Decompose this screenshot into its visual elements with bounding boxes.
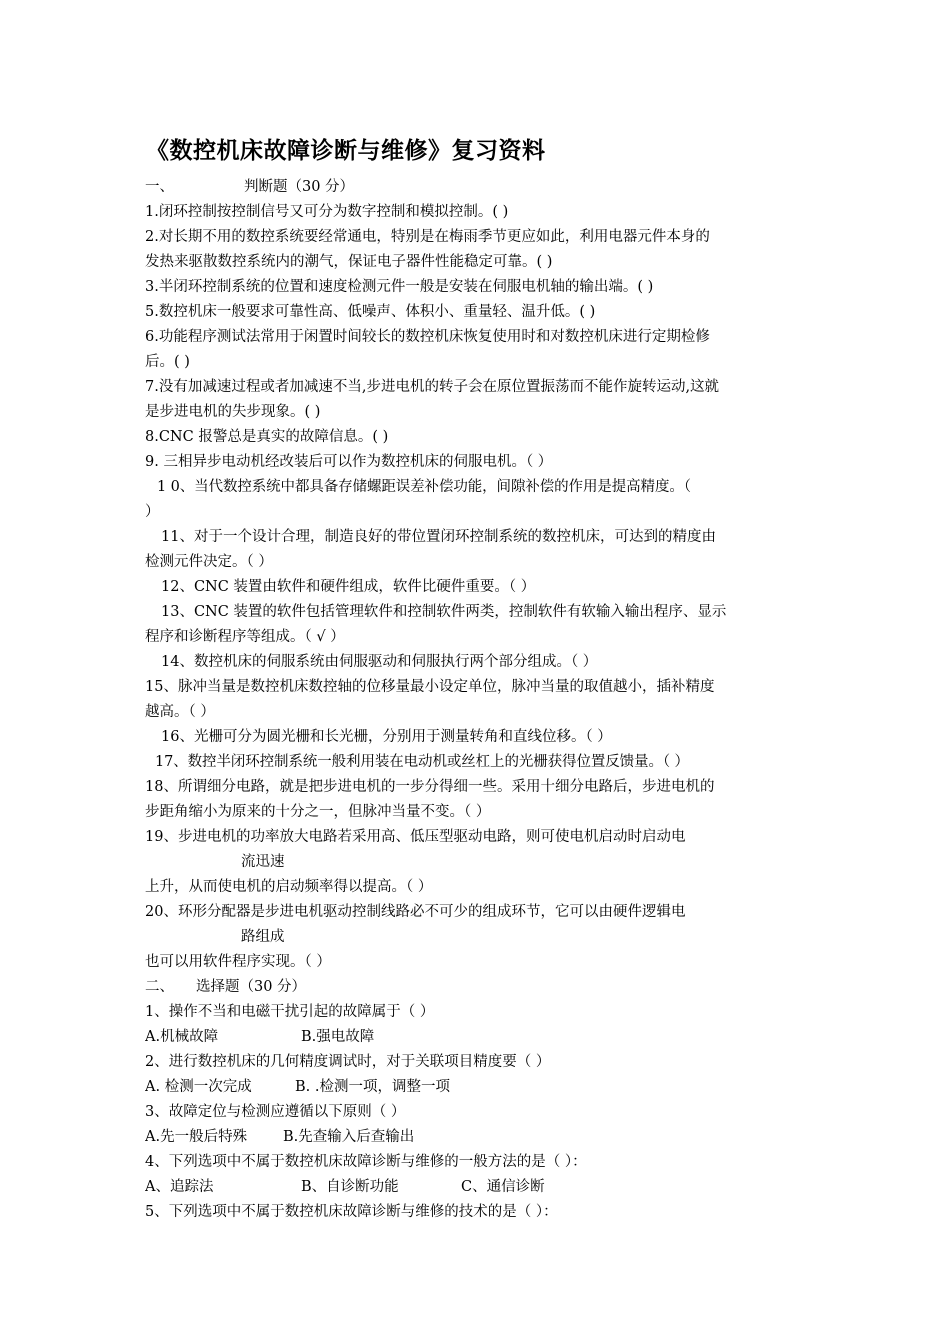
choice-options-4 — [145, 1175, 807, 1200]
choice-options-2 — [145, 1075, 807, 1100]
choice-question-3: 3、故障定位与检测应遵循以下原则（ ） — [145, 1104, 406, 1120]
section-number: 二、 — [145, 979, 174, 995]
question-line: 14、数控机床的伺服系统由伺服驱动和伺服执行两个部分组成。（ ） — [161, 654, 598, 670]
question-line: 8.CNC 报警总是真实的故障信息。( ) — [145, 429, 389, 445]
question-line: 3.半闭环控制系统的位置和速度检测元件一般是安装在伺服电机轴的输出端。( ) — [145, 279, 654, 295]
option-a: A.先一般后特殊 — [145, 1129, 248, 1145]
choice-options-3 — [145, 1125, 807, 1150]
section-title: 选择题（30 分） — [196, 979, 307, 995]
question-line: 19、步进电机的功率放大电路若采用高、低压型驱动电路，则可使电机启动时启动电 — [145, 829, 686, 845]
question-line: 1 0、当代数控系统中都具备存储螺距误差补偿功能，间隙补偿的作用是提高精度。（ — [157, 479, 691, 495]
question-line: 15、脉冲当量是数控机床数控轴的位移量最小设定单位，脉冲当量的取值越小，插补精度 — [145, 679, 715, 695]
choice-options-1 — [145, 1025, 807, 1050]
question-line: 检测元件决定。（ ） — [145, 554, 273, 570]
choice-question-2: 2、进行数控机床的几何精度调试时，对于关联项目精度要（ ） — [145, 1054, 551, 1070]
section-heading-choice — [145, 975, 807, 1000]
section-heading-judgement — [145, 175, 807, 200]
question-line: 程序和诊断程序等组成。（ √ ） — [145, 629, 345, 645]
choice-question-5: 5、下列选项中不属于数控机床故障诊断与维修的技术的是（ ）： — [145, 1204, 558, 1220]
question-line: 18、所谓细分电路，就是把步进电机的一步分得细一些。采用十细分电路后，步进电机的 — [145, 779, 715, 795]
question-line: 6.功能程序测试法常用于闲置时间较长的数控机床恢复使用时和对数控机床进行定期检修 — [145, 329, 710, 345]
option-b: B.先查输入后查输出 — [283, 1129, 415, 1145]
option-a: A.机械故障 — [145, 1029, 219, 1045]
question-line: 16、光栅可分为圆光栅和长光栅，分别用于测量转角和直线位移。（ ） — [161, 729, 612, 745]
question-line: 13、CNC 装置的软件包括管理软件和控制软件两类，控制软件有软输入输出程序、显示 — [161, 604, 727, 620]
option-a: A、追踪法 — [145, 1179, 214, 1195]
section-number: 一、 — [145, 179, 174, 195]
question-line: 17、数控半闭环控制系统一般利用装在电动机或丝杠上的光栅获得位置反馈量。（ ） — [155, 754, 689, 770]
question-line: 5.数控机床一般要求可靠性高、低噪声、体积小、重量轻、温升低。( ) — [145, 304, 596, 320]
question-line: 7.没有加减速过程或者加减速不当,步进电机的转子会在原位置振荡而不能作旋转运动,这就 — [145, 379, 720, 395]
option-a: A. 检测一次完成 — [145, 1079, 252, 1095]
option-b: B、自诊断功能 — [301, 1179, 399, 1195]
question-line: 上升，从而使电机的启动频率得以提高。（ ） — [145, 879, 433, 895]
choice-question-1: 1、操作不当和电磁干扰引起的故障属于（ ） — [145, 1004, 435, 1020]
option-b: B. .检测一项，调整一项 — [295, 1079, 450, 1095]
question-line: 是步进电机的失步现象。( ) — [145, 404, 321, 420]
question-line: 11、对于一个设计合理，制造良好的带位置闭环控制系统的数控机床，可达到的精度由 — [161, 529, 716, 545]
option-b: B.强电故障 — [301, 1029, 375, 1045]
section-title: 判断题（30 分） — [244, 179, 355, 195]
question-line: 步距角缩小为原来的十分之一，但脉冲当量不变。（ ） — [145, 804, 491, 820]
question-line: 流迅速 — [241, 854, 285, 870]
question-line: 越高。（ ） — [145, 704, 215, 720]
question-line: 也可以用软件程序实现。（ ） — [145, 954, 331, 970]
question-line: 后。( ) — [145, 354, 190, 370]
question-line: 2.对长期不用的数控系统要经常通电，特别是在梅雨季节更应如此，利用电器元件本身的 — [145, 229, 710, 245]
question-line: ） — [145, 504, 160, 520]
question-line: 20、环形分配器是步进电机驱动控制线路必不可少的组成环节，它可以由硬件逻辑电 — [145, 904, 686, 920]
question-line: 1.闭环控制按控制信号又可分为数字控制和模拟控制。( ) — [145, 204, 509, 220]
question-line: 路组成 — [241, 929, 285, 945]
question-line: 9. 三相异步电动机经改装后可以作为数控机床的伺服电机。（ ） — [145, 454, 553, 470]
document-body — [145, 175, 807, 1225]
option-c: C、通信诊断 — [461, 1179, 545, 1195]
document-title: 《数控机床故障诊断与维修》复习资料 — [146, 138, 546, 164]
question-line: 12、CNC 装置由软件和硬件组成，软件比硬件重要。（ ） — [161, 579, 536, 595]
question-line: 发热来驱散数控系统内的潮气，保证电子器件性能稳定可靠。( ) — [145, 254, 553, 270]
choice-question-4: 4、下列选项中不属于数控机床故障诊断与维修的一般方法的是（ ）： — [145, 1154, 587, 1170]
